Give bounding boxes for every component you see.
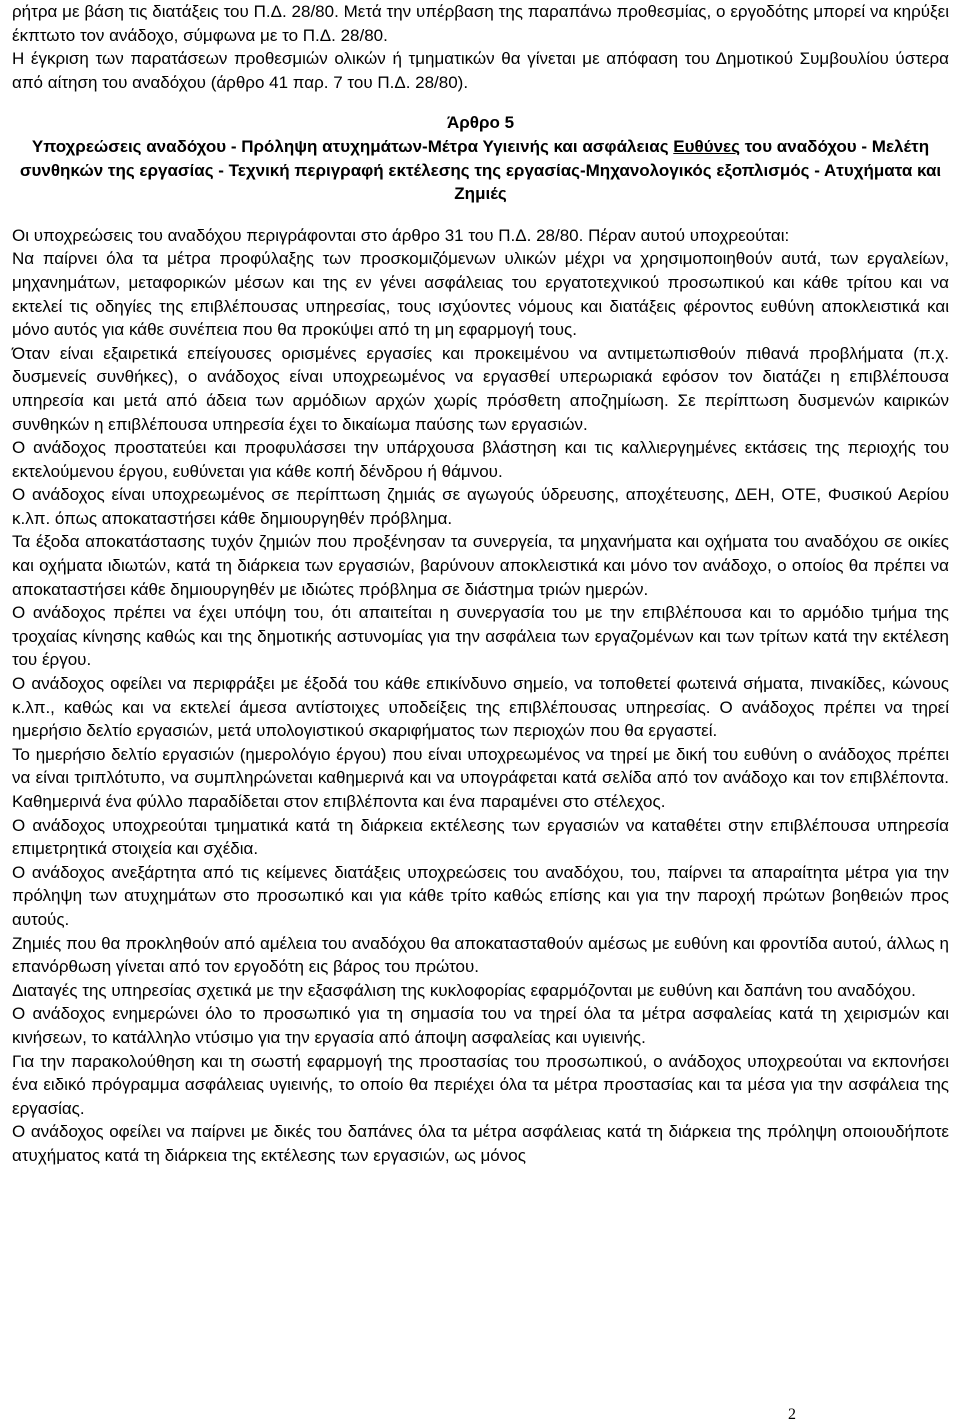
body-paragraph-11: Ο ανάδοχος ανεξάρτητα από τις κείμενες διατάξεις υποχρεώσεις του αναδόχου, του, παίρνει τα απαραίτητα μέτρα για την πρόληψη των ατυχημάτων στο προσωπικό και για κάθε τρίτο καθώς επίσης και για την παροχή πρώτων βοηθειών προς αυτούς.: [12, 862, 949, 929]
intro-paragraph-1: ρήτρα με βάση τις διατάξεις του Π.Δ. 28/80. Μετά την υπέρβαση της παραπάνω προθεσμίας, ο εργοδότης μπορεί να κηρύξει έκπτωτο τον ανάδοχο, σύμφωνα με το Π.Δ. 28/80.: [12, 2, 949, 45]
article-title-part1: Υποχρεώσεις αναδόχου - Πρόληψη ατυχημάτων-Μέτρα Υγιεινής και ασφάλειας: [31, 136, 674, 156]
article-title-underlined: Ευθύνες: [673, 136, 740, 156]
body-paragraph-9: Το ημερήσιο δελτίο εργασιών (ημερολόγιο έργου) που είναι υποχρεωμένος να τηρεί με δική του ευθύνη ο ανάδοχος πρέπει να είναι τριπλότυπο, να συμπληρώνεται καθημερινά και να υπογράφεται κατά σελίδα από τον ανάδοχο και τον επιβλέποντα. Καθημερινά ένα φύλλο παραδίδεται στον επιβλέποντα και ένα παραμένει στο στέλεχος.: [12, 744, 949, 811]
body-paragraph-10: Ο ανάδοχος υποχρεούται τμηματικά κατά τη διάρκεια εκτέλεσης των εργασιών να καταθέτει στην επιβλέπουσα υπηρεσία επιμετρητικά στοιχεία και σχέδια.: [12, 815, 949, 859]
body-paragraph-8: Ο ανάδοχος οφείλει να περιφράξει με έξοδά του κάθε επικίνδυνο σημείο, να τοποθετεί φωτεινά σήματα, πινακίδες, κώνους κ.λπ., καθώς και να εκτελεί άμεσα αντίστοιχες υποδείξεις της επιβλέπουσας υπηρεσίας. Ο ανάδοχος πρέπει να τηρεί ημερήσιο δελτίο εργασιών, μετά υπολογιστικού σκαριφήματος των περιοχών που θα εργαστεί.: [12, 674, 949, 741]
body-paragraph-15: Για την παρακολούθηση και τη σωστή εφαρμογή της προστασίας του προσωπικού, ο ανάδοχος υποχρεούται να εκπονήσει ένα ειδικό πρόγραμμα ασφάλειας υγιεινής, το οποίο θα περιέχει όλα τα μέτρα προστασίας και τα μέσα για την ασφάλεια της εργασίας.: [12, 1051, 949, 1118]
body-paragraph-1: Οι υποχρεώσεις του αναδόχου περιγράφονται στο άρθρο 31 του Π.Δ. 28/80. Πέραν αυτού υποχρεούται:: [12, 225, 790, 245]
body-paragraph-7: Ο ανάδοχος πρέπει να έχει υπόψη του, ότι απαιτείται η συνεργασία του με την επιβλέπουσα και το αρμόδιο τμήμα της τροχαίας κίνησης καθώς και της δημοτικής αστυνομίας για την ασφάλεια των εργαζομένων και των τρίτων κατά την εκτέλεση του έργου.: [12, 603, 949, 670]
body-paragraph-14: Ο ανάδοχος ενημερώνει όλο το προσωπικό για τη σημασία του να τηρεί όλα τα μέτρα ασφαλείας κατά τη χειρισμών και κινήσεων, το κατάλληλο ντύσιμο για την εργασία από άποψη ασφαλείας και υγιεινής.: [12, 1004, 949, 1047]
body-paragraph-16: Ο ανάδοχος οφείλει να παίρνει με δικές του δαπάνες όλα τα μέτρα ασφάλειας κατά τη διάρκεια της πρόληψη οποιουδήποτε ατυχήματος κατά τη διάρκεια της εκτέλεσης των εργασιών, ως μόνος: [12, 1122, 949, 1165]
body-paragraph-12: Ζημιές που θα προκληθούν από αμέλεια του αναδόχου θα αποκατασταθούν αμέσως με ευθύνη και φροντίδα αυτού, άλλως η επανόρθωση γίνεται από τον εργοδότη εις βάρος του πρώτου.: [12, 933, 949, 977]
page-number: 2: [788, 1406, 796, 1423]
article-title: [12, 135, 949, 206]
body-paragraph-6: Τα έξοδα αποκατάστασης τυχόν ζημιών που προξένησαν τα συνεργεία, τα μηχανήματα και οχήματα του αναδόχου σε οικίες και οχήματα ιδιωτών, κατά τη διάρκεια των εργασιών, βαρύνουν αποκλειστικά και μόνο τον ανάδοχο, ο οποίος θα πρέπει να αποκαταστήσει κάθε δημιουργηθέν με ιδιώτες πρόβλημα σε διάστημα τριών ημερών.: [12, 532, 949, 599]
body-paragraph-4: Ο ανάδοχος προστατεύει και προφυλάσσει την υπάρχουσα βλάστηση και τις καλλιεργημένες εκτάσεις της περιοχής του εκτελούμενου έργου, ευθύνεται για κάθε κοπή δένδρου ή θάμνου.: [12, 438, 949, 481]
document-page: [12, 0, 949, 1168]
intro-paragraph-2: Η έγκριση των παρατάσεων προθεσμιών ολικών ή τμηματικών θα γίνεται με απόφαση του Δημοτικού Συμβουλίου ύστερα από αίτηση του αναδόχου (άρθρο 41 παρ. 7 του Π.Δ. 28/80).: [12, 49, 949, 92]
article-title-part2: του αναδόχου - Μελέτη συνθηκών της εργασίας - Τεχνική περιγραφή εκτέλεσης της εργασίας-Μηχανολογικός εξοπλισμός - Ατυχήματα και Ζημιές: [19, 136, 942, 204]
article-number: Άρθρο 5: [446, 113, 515, 133]
body-paragraph-2: Να παίρνει όλα τα μέτρα προφύλαξης των προσκομιζόμενων υλικών μέχρι να χρησιμοποιηθούν αυτά, των εργαλείων, μηχανημάτων, μεταφορικών μέσων και της εν γένει ασφάλειας του εργατοτεχνικού προσωπικού και κάθε τρίτου και να εκτελεί τις οδηγίες της επιβλέπουσας υπηρεσίας, τους ισχύοντες νόμους και διατάξεις φέροντος ευθύνη αποκλειστικά και μόνο αυτός για κάθε συνέπεια που θα προκύψει από τη μη εφαρμογή τους.: [12, 249, 949, 340]
body-paragraph-3: Όταν είναι εξαιρετικά επείγουσες ορισμένες εργασίες και προκειμένου να αντιμετωπισθούν πιθανά προβλήματα (π.χ. δυσμενείς συνθήκες), ο ανάδοχος είναι υποχρεωμένος να εργασθεί υπερωριακά εφόσον τον διατάζει η επιβλέπουσα υπηρεσία και μετά από άδεια των αρμόδιων αρχών χωρίς πρόσθετη αποζημίωση. Σε περίπτωση δυσμενών καιρικών συνθηκών η επιβλέπουσα υπηρεσία έχει το δικαίωμα παύσης των εργασιών.: [12, 343, 949, 434]
body-paragraph-5: Ο ανάδοχος είναι υποχρεωμένος σε περίπτωση ζημιάς σε αγωγούς ύδρευσης, αποχέτευσης, ΔΕΗ, ΟΤΕ, Φυσικού Αερίου κ.λπ. όπως αποκαταστήσει κάθε δημιουργηθέν πρόβλημα.: [12, 485, 949, 528]
body-paragraph-13: Διαταγές της υπηρεσίας σχετικά με την εξασφάλιση της κυκλοφορίας εφαρμόζονται με ευθύνη και δαπάνη του αναδόχου.: [12, 980, 916, 1000]
